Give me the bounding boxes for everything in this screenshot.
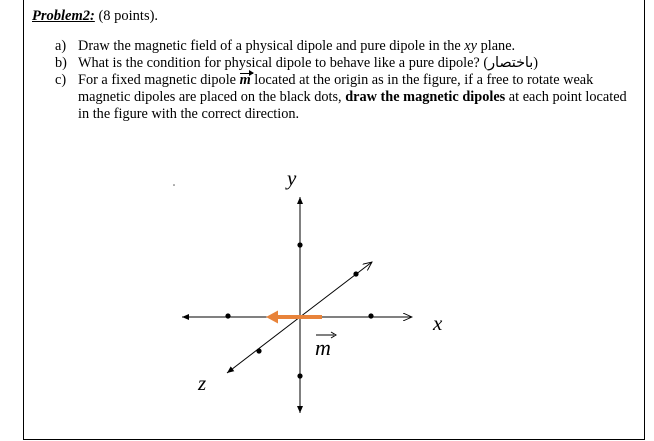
item-b-arabic: باختصار [488, 55, 534, 71]
dot-x-right [368, 313, 373, 318]
z-axis-front [227, 317, 300, 373]
axes-figure [160, 165, 470, 430]
problem-heading [32, 8, 158, 25]
dot-x-left [225, 313, 230, 318]
item-c-text [78, 72, 635, 123]
item-a-label: a) [55, 38, 67, 54]
item-a-variable: xy [464, 38, 477, 54]
item-c-label: c) [55, 72, 67, 88]
item-b-label: b) [55, 55, 67, 71]
item-a [55, 38, 635, 55]
item-b [55, 55, 635, 72]
problem-title: Problem2: [32, 8, 95, 24]
item-b-close: ) [533, 55, 539, 71]
problem-points: (8 points). [98, 8, 159, 24]
dot-z-back [353, 271, 358, 276]
stray-mark [173, 184, 175, 186]
item-c-text-pre: For a fixed magnetic dipole [78, 72, 240, 88]
problem-items [55, 38, 635, 123]
item-c-text-post: at each point located in the figure with the correct direction. [78, 89, 627, 122]
dot-y-top [297, 242, 302, 247]
item-b-text-main: What is the condition for physical dipole to behave like a pure dipole? ( [78, 55, 489, 71]
dipole-diagram [160, 165, 470, 430]
item-c [55, 72, 635, 123]
item-a-text-pre: Draw the magnetic field of a physical dipole and pure dipole in the [78, 38, 465, 54]
dot-y-bottom [297, 373, 302, 378]
item-b-text [78, 55, 635, 72]
item-c-text-mid: located at the origin as in the figure, if a free to rotate weak magnetic dipoles are placed on the black dots, [78, 72, 594, 105]
item-c-vector-m: m [239, 72, 251, 88]
y-axis-label: y [287, 166, 297, 190]
item-a-text-post: plane. [477, 38, 516, 54]
dipole-m-label: m [315, 335, 331, 360]
dot-z-front [256, 348, 261, 353]
dipole-m-arrow-head [266, 311, 278, 324]
x-axis-label: x [433, 311, 443, 335]
z-axis-label: z [198, 371, 207, 395]
z-axis-back [300, 262, 372, 317]
item-c-bold-text: draw the magnetic dipoles [345, 89, 506, 105]
item-a-text [78, 38, 635, 55]
